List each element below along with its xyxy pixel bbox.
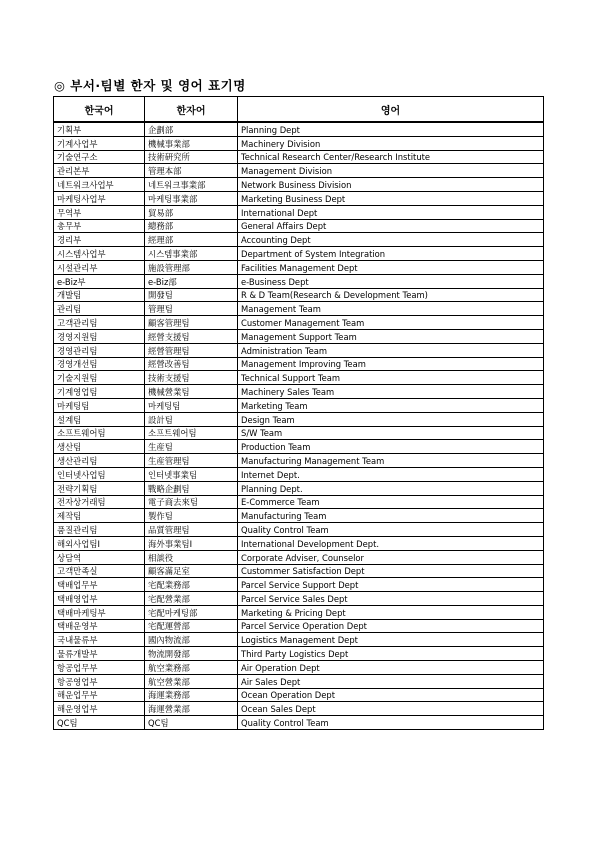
cell-korean: QC팀 bbox=[54, 716, 145, 730]
table-row bbox=[54, 329, 544, 343]
cell-hanja: 製作팀 bbox=[145, 509, 238, 523]
table-row bbox=[54, 164, 544, 178]
table-row bbox=[54, 661, 544, 675]
table-row bbox=[54, 136, 544, 150]
cell-korean: 고객관리팀 bbox=[54, 316, 145, 330]
cell-hanja: 企劃部 bbox=[145, 122, 238, 136]
cell-hanja: 航空業務部 bbox=[145, 661, 238, 675]
cell-korean: 기획부 bbox=[54, 122, 145, 136]
cell-hanja: 宅配마케팅部 bbox=[145, 605, 238, 619]
cell-english: International Dept bbox=[238, 205, 544, 219]
table-row bbox=[54, 536, 544, 550]
cell-hanja: 宅配業務部 bbox=[145, 578, 238, 592]
cell-english: General Affairs Dept bbox=[238, 219, 544, 233]
cell-hanja: 施設管理部 bbox=[145, 260, 238, 274]
cell-english: Management Team bbox=[238, 302, 544, 316]
cell-english: Technical Research Center/Research Institute bbox=[238, 150, 544, 164]
cell-hanja: 開發팀 bbox=[145, 288, 238, 302]
cell-hanja: 네트워크事業部 bbox=[145, 178, 238, 192]
cell-hanja: 마케팅팀 bbox=[145, 398, 238, 412]
table-row bbox=[54, 247, 544, 261]
department-names-table bbox=[53, 96, 544, 730]
cell-hanja: 海運業務部 bbox=[145, 688, 238, 702]
cell-english: Air Sales Dept bbox=[238, 674, 544, 688]
table-row bbox=[54, 274, 544, 288]
cell-hanja: 마케팅事業部 bbox=[145, 191, 238, 205]
table-row bbox=[54, 702, 544, 716]
table-row bbox=[54, 426, 544, 440]
cell-korean: 무역부 bbox=[54, 205, 145, 219]
cell-english: Management Support Team bbox=[238, 329, 544, 343]
table-row bbox=[54, 619, 544, 633]
cell-hanja: 戰略企劃팀 bbox=[145, 481, 238, 495]
table-row bbox=[54, 357, 544, 371]
cell-english: S/W Team bbox=[238, 426, 544, 440]
table-row bbox=[54, 205, 544, 219]
cell-korean: 전략기획팀 bbox=[54, 481, 145, 495]
cell-korean: 총무부 bbox=[54, 219, 145, 233]
cell-korean: 고객만족실 bbox=[54, 564, 145, 578]
cell-english: Quality Control Team bbox=[238, 716, 544, 730]
cell-korean: 개발팀 bbox=[54, 288, 145, 302]
table-row bbox=[54, 343, 544, 357]
cell-korean: 기계영업팀 bbox=[54, 385, 145, 399]
cell-english: Parcel Service Support Dept bbox=[238, 578, 544, 592]
cell-hanja: 貿易部 bbox=[145, 205, 238, 219]
cell-hanja: 經營支援팀 bbox=[145, 329, 238, 343]
cell-english: Management Division bbox=[238, 164, 544, 178]
cell-english: Parcel Service Sales Dept bbox=[238, 592, 544, 606]
cell-english: Production Team bbox=[238, 440, 544, 454]
cell-hanja: 機械營業팀 bbox=[145, 385, 238, 399]
cell-hanja: 宅配運營部 bbox=[145, 619, 238, 633]
cell-korean: 전자상거래팀 bbox=[54, 495, 145, 509]
cell-hanja: e-Biz部 bbox=[145, 274, 238, 288]
cell-hanja: 인터넷事業팀 bbox=[145, 467, 238, 481]
table-row bbox=[54, 674, 544, 688]
cell-english: Custommer Satisfaction Dept bbox=[238, 564, 544, 578]
table-row bbox=[54, 592, 544, 606]
cell-korean: 해운업무부 bbox=[54, 688, 145, 702]
cell-hanja: 航空營業部 bbox=[145, 674, 238, 688]
table-row bbox=[54, 371, 544, 385]
cell-korean: 항공영업부 bbox=[54, 674, 145, 688]
cell-korean: 관리본부 bbox=[54, 164, 145, 178]
cell-english: Corporate Adviser, Counselor bbox=[238, 550, 544, 564]
cell-korean: 시설관리부 bbox=[54, 260, 145, 274]
cell-english: R & D Team(Research & Development Team) bbox=[238, 288, 544, 302]
table-row bbox=[54, 398, 544, 412]
table-row bbox=[54, 191, 544, 205]
cell-english: Machinery Sales Team bbox=[238, 385, 544, 399]
table-row bbox=[54, 219, 544, 233]
table-row bbox=[54, 688, 544, 702]
cell-hanja: 物流開發部 bbox=[145, 647, 238, 661]
cell-english: Third Party Logistics Dept bbox=[238, 647, 544, 661]
table-row bbox=[54, 633, 544, 647]
table-row bbox=[54, 454, 544, 468]
table-row bbox=[54, 481, 544, 495]
cell-hanja: 技術硏究所 bbox=[145, 150, 238, 164]
cell-hanja: 經營改善팀 bbox=[145, 357, 238, 371]
cell-korean: 소프트웨어팀 bbox=[54, 426, 145, 440]
cell-korean: 항공업무부 bbox=[54, 661, 145, 675]
cell-korean: 제작팀 bbox=[54, 509, 145, 523]
cell-english: Parcel Service Operation Dept bbox=[238, 619, 544, 633]
cell-korean: 인터넷사업팀 bbox=[54, 467, 145, 481]
cell-hanja: 總務部 bbox=[145, 219, 238, 233]
cell-korean: 생산관리팀 bbox=[54, 454, 145, 468]
cell-english: Air Operation Dept bbox=[238, 661, 544, 675]
cell-english: Ocean Sales Dept bbox=[238, 702, 544, 716]
cell-hanja: 管理팀 bbox=[145, 302, 238, 316]
cell-english: Management Improving Team bbox=[238, 357, 544, 371]
table-row bbox=[54, 233, 544, 247]
cell-english: International Development Dept. bbox=[238, 536, 544, 550]
cell-korean: 마케팅팀 bbox=[54, 398, 145, 412]
cell-korean: 경영관리팀 bbox=[54, 343, 145, 357]
cell-hanja: 海運營業部 bbox=[145, 702, 238, 716]
cell-english: Logistics Management Dept bbox=[238, 633, 544, 647]
table-row bbox=[54, 260, 544, 274]
table-row bbox=[54, 150, 544, 164]
cell-english: Manufacturing Management Team bbox=[238, 454, 544, 468]
cell-korean: 기계사업부 bbox=[54, 136, 145, 150]
cell-korean: 기술지원팀 bbox=[54, 371, 145, 385]
cell-hanja: 시스템事業部 bbox=[145, 247, 238, 261]
table-row bbox=[54, 509, 544, 523]
table-row bbox=[54, 564, 544, 578]
table-row bbox=[54, 440, 544, 454]
cell-hanja: 管理本部 bbox=[145, 164, 238, 178]
cell-english: Accounting Dept bbox=[238, 233, 544, 247]
table-row bbox=[54, 716, 544, 730]
page-title: ◎ 부서·팀별 한자 및 영어 표기명 bbox=[54, 78, 246, 93]
cell-korean: e-Biz부 bbox=[54, 274, 145, 288]
cell-korean: 마케팅사업부 bbox=[54, 191, 145, 205]
cell-hanja: 國內物流部 bbox=[145, 633, 238, 647]
cell-hanja: 設計팀 bbox=[145, 412, 238, 426]
cell-korean: 기술연구소 bbox=[54, 150, 145, 164]
cell-hanja: 品質管理팀 bbox=[145, 523, 238, 537]
table-row bbox=[54, 647, 544, 661]
cell-english: E-Commerce Team bbox=[238, 495, 544, 509]
table-row bbox=[54, 316, 544, 330]
cell-korean: 택배업무부 bbox=[54, 578, 145, 592]
cell-hanja: 顧客滿足室 bbox=[145, 564, 238, 578]
cell-hanja: 電子商去來팀 bbox=[145, 495, 238, 509]
cell-hanja: 海外事業팀Ⅰ bbox=[145, 536, 238, 550]
cell-english: e-Business Dept bbox=[238, 274, 544, 288]
cell-english: Quality Control Team bbox=[238, 523, 544, 537]
cell-english: Marketing Business Dept bbox=[238, 191, 544, 205]
cell-english: Planning Dept. bbox=[238, 481, 544, 495]
cell-korean: 택배운영부 bbox=[54, 619, 145, 633]
table-header-row bbox=[54, 97, 544, 123]
cell-english: Network Business Division bbox=[238, 178, 544, 192]
cell-hanja: QC팀 bbox=[145, 716, 238, 730]
cell-korean: 해운영업부 bbox=[54, 702, 145, 716]
table-row bbox=[54, 302, 544, 316]
cell-english: Customer Management Team bbox=[238, 316, 544, 330]
cell-hanja: 經營管理팀 bbox=[145, 343, 238, 357]
header-hanja: 한자어 bbox=[145, 97, 238, 123]
cell-hanja: 宅配營業部 bbox=[145, 592, 238, 606]
cell-korean: 네트워크사업부 bbox=[54, 178, 145, 192]
cell-english: Facilities Management Dept bbox=[238, 260, 544, 274]
table-row bbox=[54, 467, 544, 481]
cell-hanja: 顧客管理팀 bbox=[145, 316, 238, 330]
cell-korean: 해외사업팀Ⅰ bbox=[54, 536, 145, 550]
cell-english: Marketing & Pricing Dept bbox=[238, 605, 544, 619]
cell-korean: 품질관리팀 bbox=[54, 523, 145, 537]
cell-english: Administration Team bbox=[238, 343, 544, 357]
table-row bbox=[54, 550, 544, 564]
cell-english: Department of System Integration bbox=[238, 247, 544, 261]
table-row bbox=[54, 578, 544, 592]
table-row bbox=[54, 178, 544, 192]
table-row bbox=[54, 495, 544, 509]
cell-hanja: 生産管理팀 bbox=[145, 454, 238, 468]
cell-hanja: 機械事業部 bbox=[145, 136, 238, 150]
table-row bbox=[54, 122, 544, 136]
cell-korean: 물류개발부 bbox=[54, 647, 145, 661]
table-row bbox=[54, 412, 544, 426]
cell-english: Planning Dept bbox=[238, 122, 544, 136]
header-english: 영어 bbox=[238, 97, 544, 123]
cell-english: Machinery Division bbox=[238, 136, 544, 150]
cell-english: Technical Support Team bbox=[238, 371, 544, 385]
cell-english: Ocean Operation Dept bbox=[238, 688, 544, 702]
cell-english: Design Team bbox=[238, 412, 544, 426]
cell-korean: 경리부 bbox=[54, 233, 145, 247]
cell-korean: 경영지원팀 bbox=[54, 329, 145, 343]
table-row bbox=[54, 385, 544, 399]
cell-korean: 택배마케팅부 bbox=[54, 605, 145, 619]
cell-korean: 시스템사업부 bbox=[54, 247, 145, 261]
table-row bbox=[54, 288, 544, 302]
cell-hanja: 生産팀 bbox=[145, 440, 238, 454]
cell-hanja: 技術支援팀 bbox=[145, 371, 238, 385]
cell-english: Manufacturing Team bbox=[238, 509, 544, 523]
cell-hanja: 相談役 bbox=[145, 550, 238, 564]
cell-hanja: 經理部 bbox=[145, 233, 238, 247]
cell-korean: 설계팀 bbox=[54, 412, 145, 426]
cell-hanja: 소프트웨어팀 bbox=[145, 426, 238, 440]
cell-korean: 상담역 bbox=[54, 550, 145, 564]
cell-english: Marketing Team bbox=[238, 398, 544, 412]
cell-korean: 경영개선팀 bbox=[54, 357, 145, 371]
table-row bbox=[54, 523, 544, 537]
cell-korean: 생산팀 bbox=[54, 440, 145, 454]
header-korean: 한국어 bbox=[54, 97, 145, 123]
cell-korean: 택배영업부 bbox=[54, 592, 145, 606]
cell-english: Internet Dept. bbox=[238, 467, 544, 481]
cell-korean: 관리팀 bbox=[54, 302, 145, 316]
cell-korean: 국내물류부 bbox=[54, 633, 145, 647]
table-row bbox=[54, 605, 544, 619]
